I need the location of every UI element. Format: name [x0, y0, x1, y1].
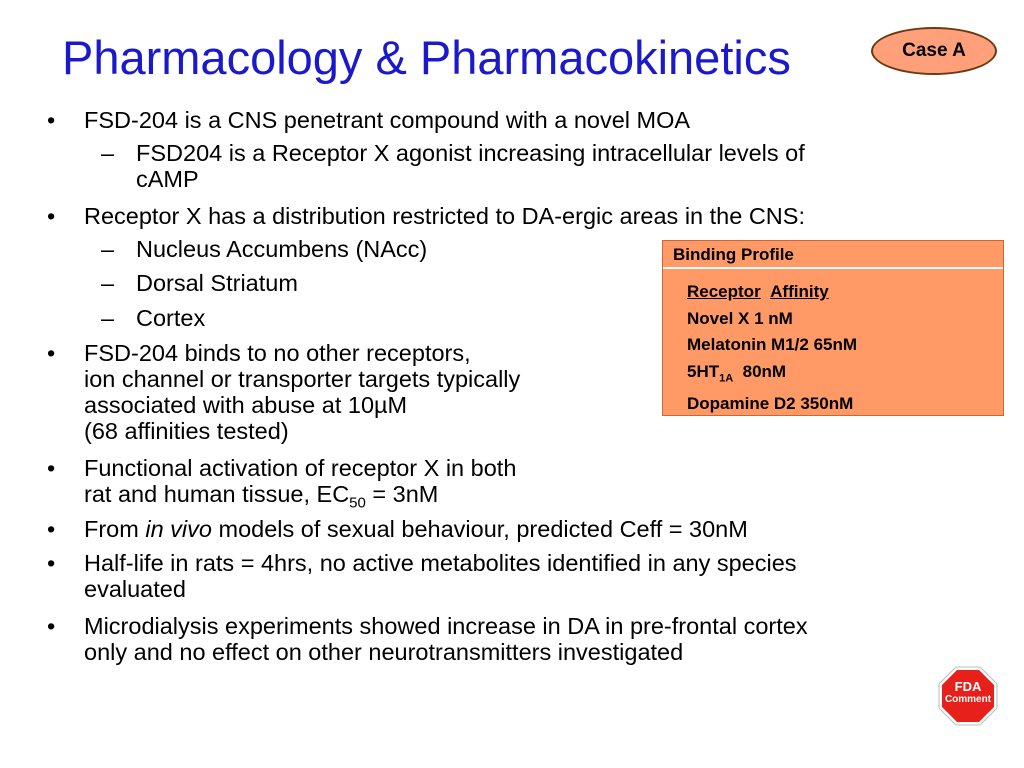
comment-label: Comment [944, 694, 992, 705]
sub-bullet-marker: – [101, 270, 115, 296]
sub-bullet-marker: – [101, 236, 115, 262]
bullet-text: FSD-204 binds to no other receptors, [84, 340, 471, 366]
bullet-text: FSD-204 is a CNS penetrant compound with a novel MOA [84, 107, 691, 133]
bullet-item [47, 107, 691, 133]
bullet-text-cont: (68 affinities tested) [84, 418, 289, 444]
binding-profile-box [662, 240, 1004, 416]
bullet-marker: • [47, 203, 56, 229]
bullet-marker: • [47, 455, 56, 481]
binding-row: Melatonin M1/2 65nM [687, 335, 858, 354]
slide-title: Pharmacology & Pharmacokinetics [62, 31, 791, 84]
fda-label: FDA [954, 679, 982, 694]
bullet-marker: • [47, 516, 56, 542]
sub-bullet-marker: – [101, 305, 115, 331]
bullet-text-italic: in vivo [145, 516, 212, 542]
bullet-text: models of sexual behaviour, predicted Ceff = 30nM [211, 516, 748, 542]
subscript: 1A [719, 371, 734, 384]
bullet-item [47, 550, 797, 602]
sub-bullet-text: Dorsal Striatum [136, 270, 298, 296]
subscript: 50 [349, 494, 366, 512]
case-badge: Case A [871, 27, 997, 75]
bullet-item [47, 516, 748, 542]
sub-bullet-item [101, 236, 428, 262]
binding-profile-header: Binding Profile [663, 241, 1003, 269]
bullet-text: Receptor X has a distribution restricted to DA-ergic areas in the CNS: [84, 203, 805, 229]
bullet-text-cont: ion channel or transporter targets typically [84, 366, 521, 392]
sub-bullet-text-cont: cAMP [136, 166, 199, 192]
bullet-text: Functional activation of receptor X in both [84, 455, 517, 481]
bullet-text: Half-life in rats = 4hrs, no active metabolites identified in any species [84, 550, 797, 576]
bullet-marker: • [47, 340, 56, 366]
receptor-column-label: Receptor [687, 282, 761, 301]
binding-row: Novel X 1 nM [687, 308, 793, 328]
bullet-text-cont: only and no effect on other neurotransmitters investigated [84, 639, 684, 665]
sub-bullet-item [101, 270, 298, 296]
bullet-item [47, 203, 805, 229]
bullet-text-cont: evaluated [84, 576, 186, 602]
fda-comment-badge [938, 680, 998, 706]
sub-bullet-marker: – [101, 140, 115, 166]
bullet-marker: • [47, 613, 56, 639]
binding-profile-body [687, 279, 857, 418]
bullet-marker: • [47, 550, 56, 576]
sub-bullet-text: Nucleus Accumbens (NAcc) [136, 236, 428, 262]
bullet-text: Microdialysis experiments showed increase in DA in pre-frontal cortex [84, 613, 808, 639]
bullet-text-cont: rat and human tissue, EC [84, 481, 350, 507]
bullet-text-cont: associated with abuse at 10µM [84, 392, 408, 418]
bullet-item [47, 455, 517, 517]
sub-bullet-item [101, 140, 805, 192]
bullet-item [47, 613, 808, 665]
bullet-text-cont: = 3nM [365, 481, 439, 507]
affinity-column-label: Affinity [770, 282, 829, 301]
binding-row: 5HT [687, 361, 720, 381]
bullet-text: From [84, 516, 146, 542]
bullet-marker: • [47, 107, 56, 133]
sub-bullet-text: FSD204 is a Receptor X agonist increasing intracellular levels of [136, 140, 805, 166]
sub-bullet-item [101, 305, 206, 331]
binding-row: 80nM [733, 361, 787, 381]
sub-bullet-text: Cortex [136, 305, 206, 331]
binding-row: Dopamine D2 350nM [687, 394, 854, 414]
bullet-item [47, 340, 521, 444]
